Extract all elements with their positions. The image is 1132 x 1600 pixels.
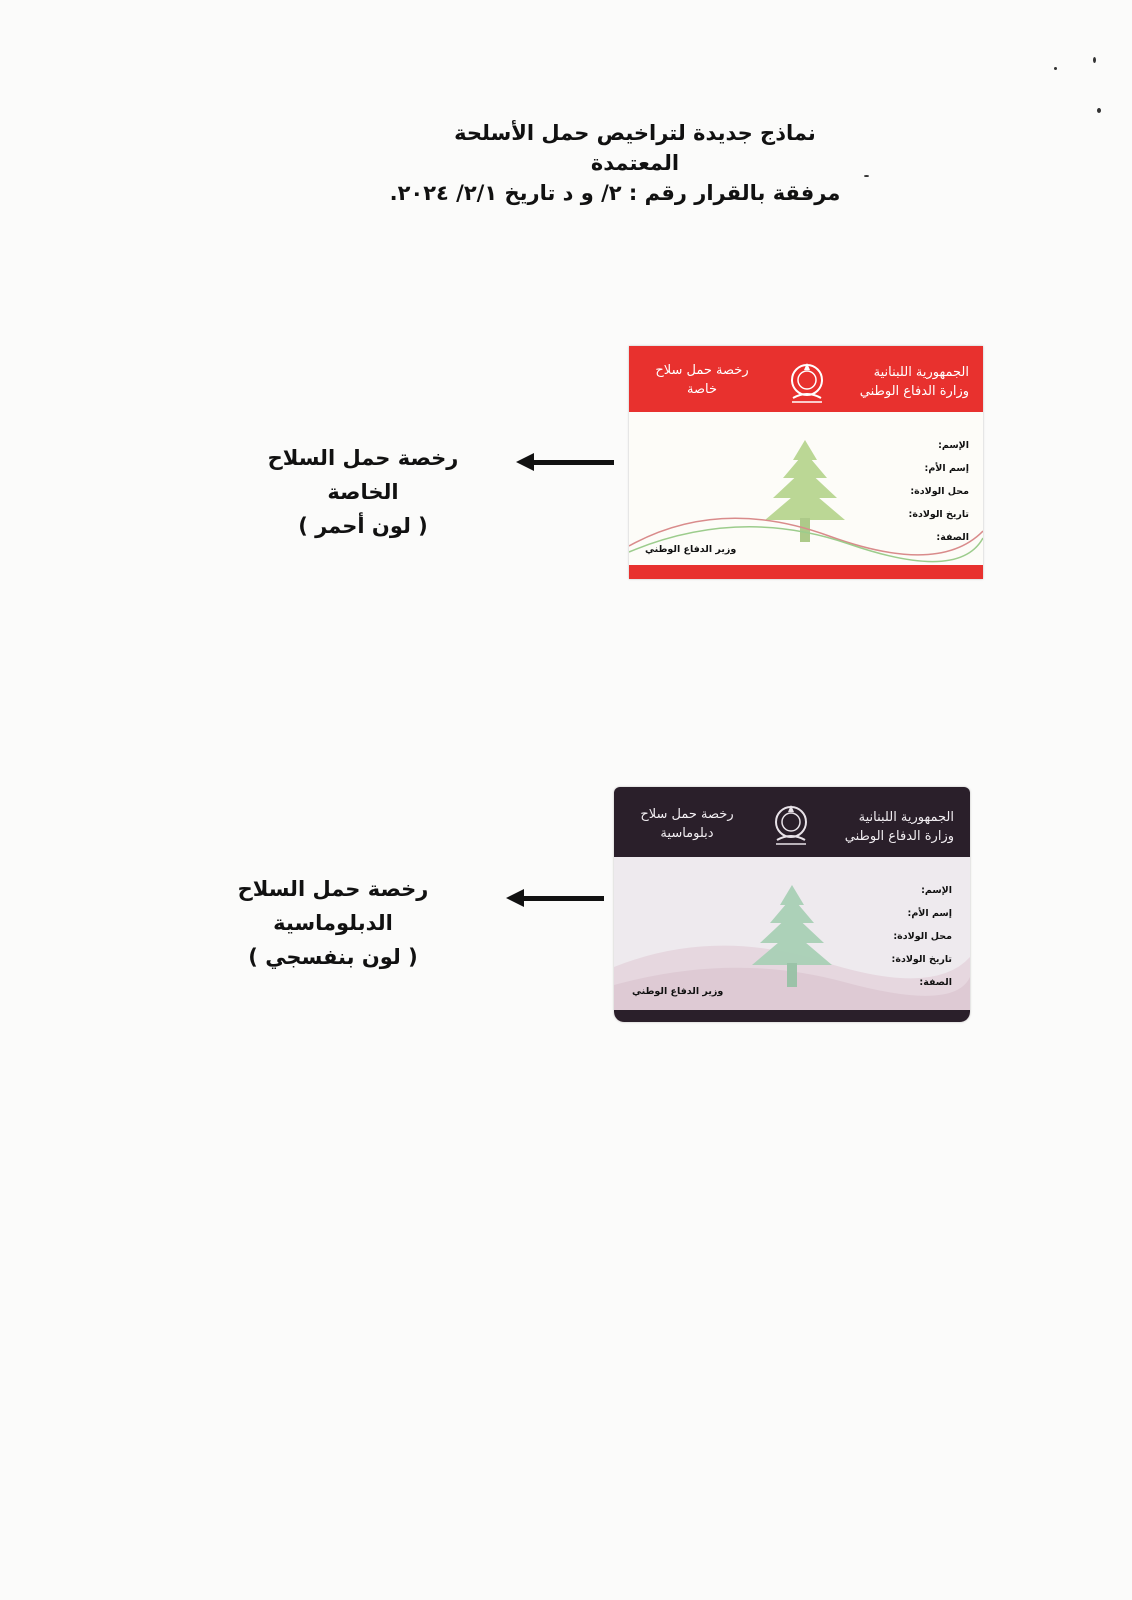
document-title: نماذج جديدة لتراخيص حمل الأسلحة المعتمدة (454, 121, 816, 175)
license-color-note: ( لون بنفسجي ) (248, 945, 418, 969)
card-issuer (845, 808, 954, 846)
license-card-red (629, 346, 983, 579)
license-name: رخصة حمل السلاح الدبلوماسية (237, 877, 429, 935)
card-type-line2: خاصة (686, 382, 717, 397)
field-title-label: الصفة: (919, 977, 952, 988)
arrow-left-icon (530, 460, 614, 465)
cedar-tree-icon (746, 883, 838, 993)
card-minister-signature-label: وزير الدفاع الوطني (632, 986, 724, 997)
army-emblem-icon (771, 802, 811, 848)
card-republic-label: الجمهورية اللبنانية (858, 810, 954, 825)
license-color-note: ( لون أحمر ) (298, 514, 428, 538)
field-birthplace-label: محل الولادة: (910, 486, 969, 497)
card-minister-signature-label: وزير الدفاع الوطني (645, 544, 737, 555)
document-subtitle: مرفقة بالقرار رقم : ٢/ و د تاريخ ٢/١/ ٢٠٢٤. (389, 181, 841, 205)
card-footer-band (629, 565, 983, 579)
arrow-left-icon (520, 896, 604, 901)
scan-speck (864, 175, 869, 177)
card-type-label (632, 805, 742, 843)
field-mother-name-label: إسم الأم: (924, 463, 969, 474)
field-birthdate-label: تاريخ الولادة: (891, 954, 952, 965)
license-card-violet (614, 787, 970, 1022)
scan-speck (1097, 108, 1101, 113)
field-mother-name-label: إسم الأم: (907, 908, 952, 919)
document-header (380, 118, 850, 208)
card-issuer (860, 363, 969, 401)
card-fields (892, 879, 952, 994)
card-ministry-label: وزارة الدفاع الوطني (859, 384, 969, 399)
scan-speck (1093, 57, 1096, 63)
card-footer-band (614, 1010, 970, 1022)
license-caption-special (238, 441, 488, 543)
card-ministry-label: وزارة الدفاع الوطني (844, 829, 954, 844)
scan-speck (1054, 67, 1057, 70)
army-emblem-icon (787, 360, 827, 406)
card-republic-label: الجمهورية اللبنانية (873, 365, 969, 380)
license-caption-diplomatic (188, 872, 478, 974)
card-type-line1: رخصة حمل سلاح (640, 807, 734, 822)
field-name-label: الإسم: (938, 440, 969, 451)
card-type-line2: دبلوماسية (660, 826, 714, 841)
card-type-line1: رخصة حمل سلاح (655, 363, 749, 378)
field-birthplace-label: محل الولادة: (893, 931, 952, 942)
field-name-label: الإسم: (921, 885, 952, 896)
card-type-label (647, 361, 757, 399)
field-birthdate-label: تاريخ الولادة: (908, 509, 969, 520)
field-title-label: الصفة: (936, 532, 969, 543)
license-name: رخصة حمل السلاح الخاصة (267, 446, 459, 504)
